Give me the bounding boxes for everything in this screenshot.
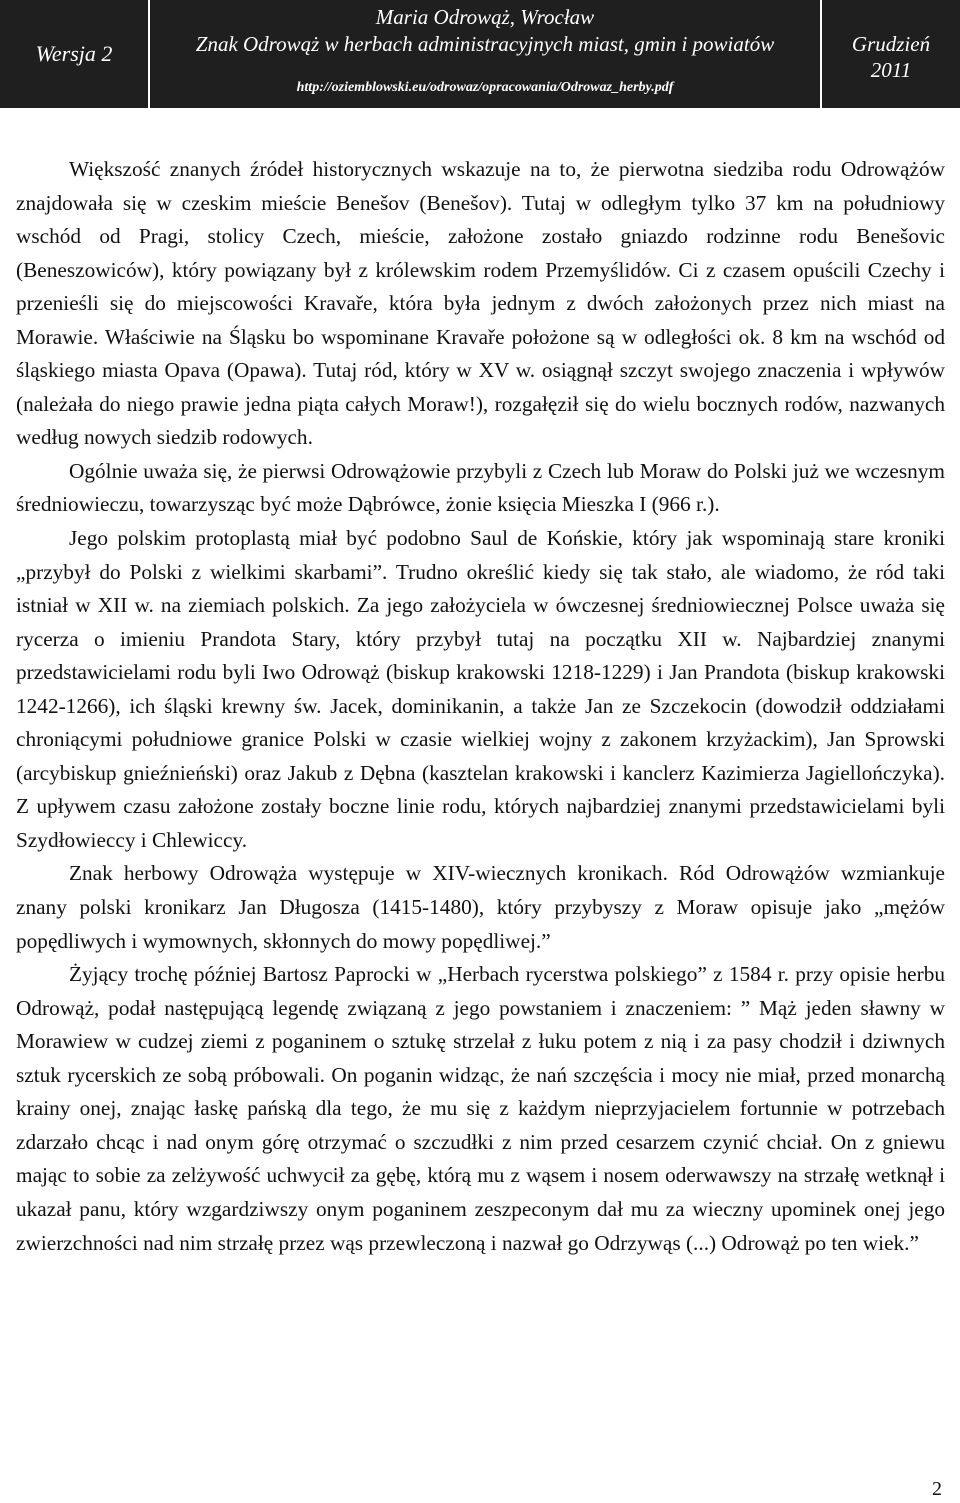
source-url: http://oziemblowski.eu/odrowaz/opracowania/Odrowaz_herby.pdf (296, 80, 674, 95)
header-title-block (150, 0, 820, 108)
document-header (0, 0, 960, 108)
author-line: Maria Odrowąż, Wrocław (375, 5, 595, 29)
paragraph: Znak herbowy Odrowąża występuje w XIV-wiecznych kronikach. Ród Odrowążów wzmiankuje znany polski kronikarz Jan Długosza (1415-1480), który przybyszy z Moraw opisuje jako „mężów popędliwych i wymownych, skłonnych do mowy popędliwej.” (16, 861, 945, 953)
document-body (16, 153, 945, 1260)
paragraph: Żyjący trochę później Bartosz Paprocki w „Herbach rycerstwa polskiego” z 1584 r. przy opisie herbu Odrowąż, podał następującą legendę związaną z jego powstaniem i znaczeniem: ” Mąż jeden sławny w Morawiew w cudzej ziemi z poganinem o sztukę strzelał z łuku potem z nią i za pasy chodził i dziwnych sztuk rycerskich ze sobą próbowali. On poganin widząc, że nań szczęścia i mocy nie miał, przed monarchą krainy onej, znając łaskę pańską dla tego, że mu się z każdym nieprzyjacielem fortunnie w potrzebach zdarzało chcąc i nad onym górę otrzymać o szczudłki z nim przed cesarzem czynić chciał. On z gniewu mając to sobie za zelżywość uchwycił za gębę, którą mu z wąsem i nosem oderwawszy na strzałę wetknął i ukazał panu, który wzgardziwszy onym poganinem zeszpeconym dał mu za wieczny upominek onej jego zwierzchności nad nim strzałę przez wąs przewleczoną i nazwał go Odrzywąs (...) Odrowąż po ten wiek.” (16, 962, 945, 1255)
version-label: Wersja 2 (0, 0, 150, 108)
document-title: Znak Odrowąż w herbach administracyjnych miast, gmin i powiatów (195, 32, 775, 56)
date-year: 2011 (870, 58, 912, 82)
date-block (820, 0, 960, 108)
paragraph: Jego polskim protoplastą miał być podobno Saul de Końskie, który jak wspominają stare kroniki „przybył do Polski z wielkimi skarbami”. Trudno określić kiedy się tak stało, ale wiadomo, że ród taki istniał w XII w. na ziemiach polskich. Za jego założyciela w ówczesnej średniowiecznej Polsce uważa się rycerza o imieniu Prandota Stary, który przybył tutaj na początku XII w. Najbardziej znanymi przedstawicielami rodu byli Iwo Odrowąż (biskup krakowski 1218-1229) i Jan Prandota (biskup krakowski 1242-1266), ich śląski krewny św. Jacek, dominikanin, a także Jan ze Szczekocin (dowodził oddziałami chroniącymi południowe granice Polski w czasie wielkiej wojny z zakonem krzyżackim), Jan Sprowski (arcybiskup gnieźnieński) oraz Jakub z Dębna (kasztelan krakowski i kanclerz Kazimierza Jagiellończyka). Z upływem czasu założone zostały boczne linie rodu, których najbardziej znanymi przedstawicielami byli Szydłowieccy i Chlewiccy. (16, 526, 945, 852)
paragraph: Ogólnie uważa się, że pierwsi Odrowążowie przybyli z Czech lub Moraw do Polski już we wczesnym średniowieczu, towarzysząc być może Dąbrówce, żonie księcia Mieszka I (966 r.). (16, 458, 945, 517)
page-number: 2 (932, 1478, 942, 1500)
date-month: Grudzień (851, 32, 931, 56)
paragraph: Większość znanych źródeł historycznych wskazuje na to, że pierwotna siedziba rodu Odrowążów znajdowała się w czeskim mieście Benešov (Benešov). Tutaj w odległym tylko 37 km na południowy wschód od Pragi, stolicy Czech, mieście, założone zostało gniazdo rodzinne rodu Benešovic (Beneszowiców), który powiązany był z królewskim rodem Przemyślidów. Ci z czasem opuścili Czechy i przenieśli się do miejscowości Kravaře, która była jednym z dwóch założonych przez nich miast na Morawie. Właściwie na Śląsku bo wspominane Kravaře położone są w odległości ok. 8 km na wschód od śląskiego miasta Opava (Opawa). Tutaj ród, który w XV w. osiągnął szczyt swojego znaczenia i wpływów (należała do niego prawie jedna piąta całych Moraw!), rozgałęził się do wielu bocznych rodów, nazwanych według nowych siedzib rodowych. (16, 157, 945, 450)
